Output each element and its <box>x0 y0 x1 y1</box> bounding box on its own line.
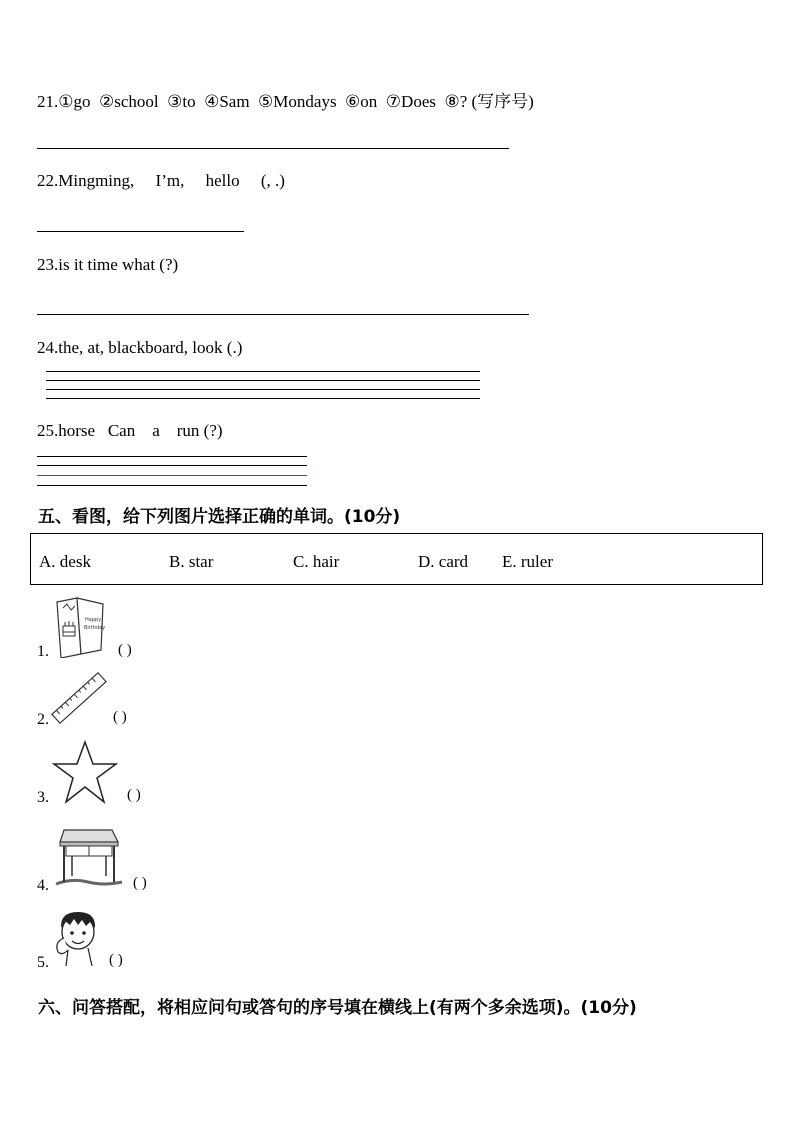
option-b: B. star <box>169 552 214 571</box>
grid-line <box>46 398 480 399</box>
section-6-title: 六、问答搭配，将相应问句或答句的序号填在横线上(有两个多余选项)。(10分) <box>38 998 637 1018</box>
answer-parentheses[interactable]: ( ) <box>118 642 132 658</box>
section-5-title: 五、看图，给下列图片选择正确的单词。(10分) <box>38 507 401 527</box>
svg-text:Birthday: Birthday <box>84 625 106 631</box>
question-22 <box>37 171 285 191</box>
option-a: A. desk <box>39 552 91 571</box>
boy-hair-icon <box>50 908 100 968</box>
option-d: D. card <box>418 552 469 571</box>
grid-line <box>37 456 307 457</box>
grid-line <box>46 389 480 390</box>
answer-line[interactable] <box>37 231 244 232</box>
grid-line <box>37 485 307 486</box>
question-text: the, at, blackboard, look (.) <box>58 338 243 357</box>
answer-parentheses[interactable]: ( ) <box>133 875 147 891</box>
item-number: 3. <box>37 789 49 806</box>
question-number: 23. <box>37 255 59 274</box>
question-text: ①go ②school ③to ④Sam ⑤Mondays ⑥on ⑦Does ⑧? (写序号) <box>58 92 534 111</box>
grid-line <box>46 371 480 372</box>
star-icon <box>52 740 118 804</box>
answer-parentheses[interactable]: ( ) <box>127 787 141 803</box>
item-number: 2. <box>37 711 49 728</box>
question-25 <box>37 421 223 441</box>
birthday-card-icon <box>55 596 107 658</box>
question-text: is it time what (?) <box>58 255 179 274</box>
grid-line <box>37 465 307 466</box>
answer-parentheses[interactable]: ( ) <box>113 709 127 725</box>
desk-icon <box>52 826 124 888</box>
question-number: 25. <box>37 421 59 440</box>
option-e: E. ruler <box>502 552 553 571</box>
item-number: 4. <box>37 877 49 894</box>
svg-text:Happy: Happy <box>85 617 102 623</box>
question-23 <box>37 255 178 275</box>
question-text: horse Can a run (?) <box>58 421 223 440</box>
question-number: 21. <box>37 92 59 111</box>
item-number: 5. <box>37 954 49 971</box>
question-21 <box>37 87 534 112</box>
option-c: C. hair <box>293 552 340 571</box>
question-text: Mingming, I’m, hello (, .) <box>58 171 285 190</box>
answer-line[interactable] <box>37 148 509 149</box>
question-24 <box>37 338 242 358</box>
grid-line <box>46 380 480 381</box>
item-number: 1. <box>37 643 49 660</box>
answer-line[interactable] <box>37 314 529 315</box>
word-options-box <box>30 533 763 585</box>
question-number: 24. <box>37 338 59 357</box>
answer-parentheses[interactable]: ( ) <box>109 952 123 968</box>
question-number: 22. <box>37 171 59 190</box>
grid-line <box>37 475 307 476</box>
ruler-icon <box>50 670 108 726</box>
